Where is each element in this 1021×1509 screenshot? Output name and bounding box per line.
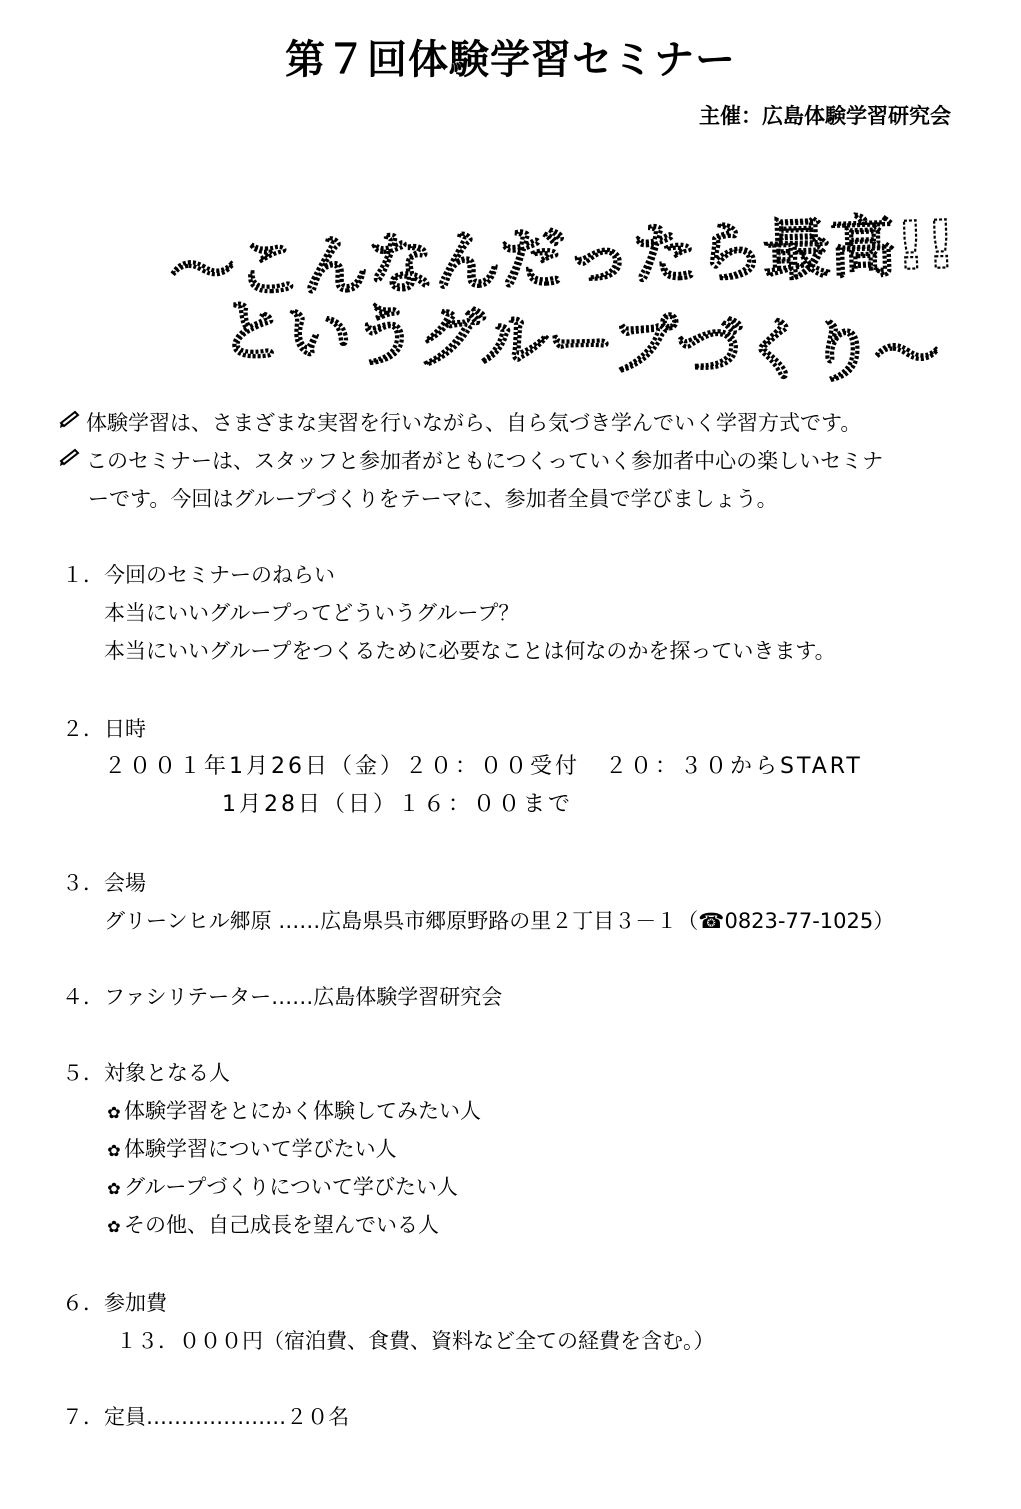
list-item: ✿ 体験学習をとにかく体験してみたい人 (104, 1092, 481, 1130)
aim-line-1: 本当にいいグループってどういうグループ？ (104, 601, 520, 625)
fee-amount: １３．０００円（宿泊費、食費、資料など全ての経費を含む。） (116, 1329, 715, 1353)
list-item: ✿ 体験学習について学びたい人 (104, 1130, 481, 1168)
section-number: ４． (62, 985, 104, 1009)
section-number: ３． (62, 871, 104, 895)
section-heading: 定員‥‥‥‥‥‥‥‥‥‥２０名 (104, 1405, 350, 1429)
section-target (62, 1054, 481, 1244)
intro-item-2 (58, 442, 968, 480)
section-heading: ファシリテーター‥‥‥広島体験学習研究会 (104, 985, 503, 1009)
section-heading: 会場 (104, 871, 146, 895)
list-item: ✿ その他、自己成長を望んでいる人 (104, 1206, 481, 1244)
section-fee (62, 1284, 715, 1360)
pencil-icon (58, 442, 86, 480)
section-number: ２． (62, 717, 104, 741)
datetime-start: ２００１年1月26日（金）２０：００受付 ２０：３０からSTART (104, 754, 863, 779)
datetime-end: 1月28日（日）１６：００まで (222, 792, 573, 817)
section-number: ６． (62, 1291, 104, 1315)
flower-icon: ✿ (107, 1179, 121, 1198)
section-venue (62, 864, 894, 940)
section-number: ７． (62, 1405, 104, 1429)
intro-text-1: 体験学習は、さまざまな実習を行いながら、自ら気づき学んでいく学習方式です。 (86, 411, 862, 435)
intro (58, 404, 968, 518)
intro-text-2a: このセミナーは、スタッフと参加者がともにつくっていく参加者中心の楽しいセミナ (86, 449, 884, 473)
list-item: ✿ グループづくりについて学びたい人 (104, 1168, 481, 1206)
venue-address: グリーンヒル郷原 ‥‥‥広島県呉市郷原野路の里２丁目３－１（☎0823-77-1025） (104, 909, 895, 933)
banner (160, 205, 958, 395)
section-capacity (62, 1398, 349, 1436)
intro-item-1 (58, 404, 968, 442)
section-number: １． (62, 563, 104, 587)
page-title: 第７回体験学習セミナー (285, 37, 736, 83)
section-heading: 参加費 (104, 1291, 167, 1315)
section-heading: 対象となる人 (104, 1061, 230, 1085)
banner-graphic (160, 205, 958, 395)
pencil-icon (58, 404, 86, 442)
flower-icon: ✿ (107, 1217, 121, 1236)
section-aim (62, 556, 836, 670)
intro-text-2b: ーです。今回はグループづくりをテーマに、参加者全員で学びましょう。 (88, 487, 778, 511)
banner-line-1: 〜こんなんだったら最高!! (168, 206, 958, 311)
flower-icon: ✿ (107, 1141, 121, 1160)
section-heading: 日時 (104, 717, 146, 741)
section-heading: 今回のセミナーのねらい (104, 563, 335, 587)
section-datetime (62, 710, 863, 824)
flower-icon: ✿ (107, 1103, 121, 1122)
organizer-line: 主催：広島体験学習研究会 (699, 104, 951, 128)
section-number: ５． (62, 1061, 104, 1085)
aim-line-2: 本当にいいグループをつくるために必要なことは何なのかを探っていきます。 (104, 639, 836, 663)
section-facilitator (62, 978, 502, 1016)
banner-line-2: というグループづくり〜 (218, 292, 942, 395)
